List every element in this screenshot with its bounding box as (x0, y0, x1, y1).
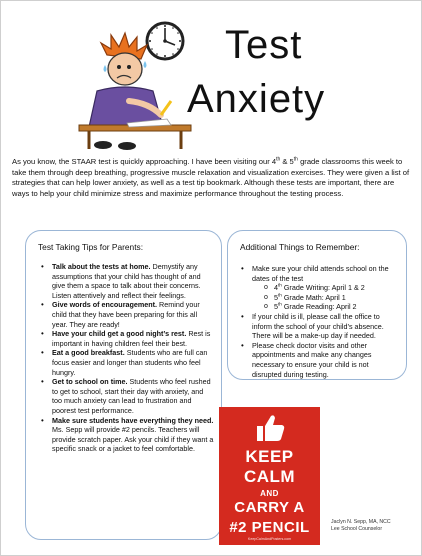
poster-line-carry: CARRY A (234, 499, 305, 516)
parent-tips-box (25, 230, 222, 540)
poster-line-calm: CALM (243, 467, 296, 486)
list-item: • Please check doctor visits and other appointments and make any changes necessary to ensure your child is not disrupted during testing. (238, 341, 400, 379)
test-dates-list (252, 283, 400, 312)
list-item: • If your child is ill, please call the office to inform the school of your child’s absence. There will be a make-up day if needed. (238, 312, 400, 341)
title-line-anxiety: Anxiety (187, 77, 326, 121)
counselor-name: Jaclyn N. Sepp, MA, NCC (331, 519, 391, 525)
poster-line-pencil: #2 PENCIL (229, 519, 310, 536)
test-date-item: o 5th Grade Math: April 1 (264, 293, 400, 303)
list-item: • Get to school on time. Students who feel rushed to get to school, start their day with anxiety, and too much anxiety can lead to frustration and poorest test performance. (38, 377, 214, 415)
poster-watermark: KeepCalmAndPosters.com (247, 537, 292, 541)
reminders-list (238, 264, 400, 379)
thumbs-up-icon (253, 413, 287, 443)
list-item: • Eat a good breakfast. Students who are full can focus easier and longer than students who feel hungry. (38, 348, 214, 377)
poster-line-and: AND (260, 489, 279, 498)
parent-tips-heading: Test Taking Tips for Parents: (38, 242, 144, 252)
test-date-item: o 5th Grade Reading: April 2 (264, 302, 400, 312)
list-item: • Make sure students have everything they need. Ms. Sepp will provide #2 pencils. Teachers will provide scratch paper. Ask your child if they want a specific snack or a jacket to feel comfortable. (38, 416, 214, 454)
reminders-box (227, 230, 407, 380)
parent-tips-list (38, 262, 214, 454)
intro-paragraph: As you know, the STAAR test is quickly approaching. I have been visiting our 4th & 5th grade classrooms this week to take them through deep breathing, progressive muscle relaxation and visualization exercises. They were given a list of strategies that can help lower anxiety, as well as a test tip bookmark. Although these tests are important, there are ways to help your child minimize stress and maximize performance throughout the testing process. (12, 156, 410, 198)
list-item: • Have your child get a good night’s rest. Rest is important in having children feel their best. (38, 329, 214, 348)
keep-calm-poster (219, 407, 320, 545)
list-item: • Make sure your child attends school on the dates of the test o 4th Grade Writing: April 1 & 2 o 5th Grade Math: April 1 o 5th Grade Reading: April 2 (238, 264, 400, 312)
test-date-item: o 4th Grade Writing: April 1 & 2 (264, 283, 400, 293)
counselor-role: Lee School Counselor (331, 526, 383, 533)
list-item: • Give words of encouragement. Remind your child that they have been preparing for this all year. They are ready! (38, 300, 214, 329)
reminders-heading: Additional Things to Remember: (240, 242, 360, 252)
title-line-test: Test (225, 23, 303, 67)
list-item: • Talk about the tests at home. Demystify any assumptions that your child has thought of and give them a space to talk about their concerns. Listen attentively and reflect their feelings. (38, 262, 214, 300)
clock-icon (147, 23, 183, 59)
poster-line-keep: KEEP (245, 447, 294, 466)
counselor-signature (331, 519, 391, 533)
anxious-student-clipart (67, 15, 199, 151)
